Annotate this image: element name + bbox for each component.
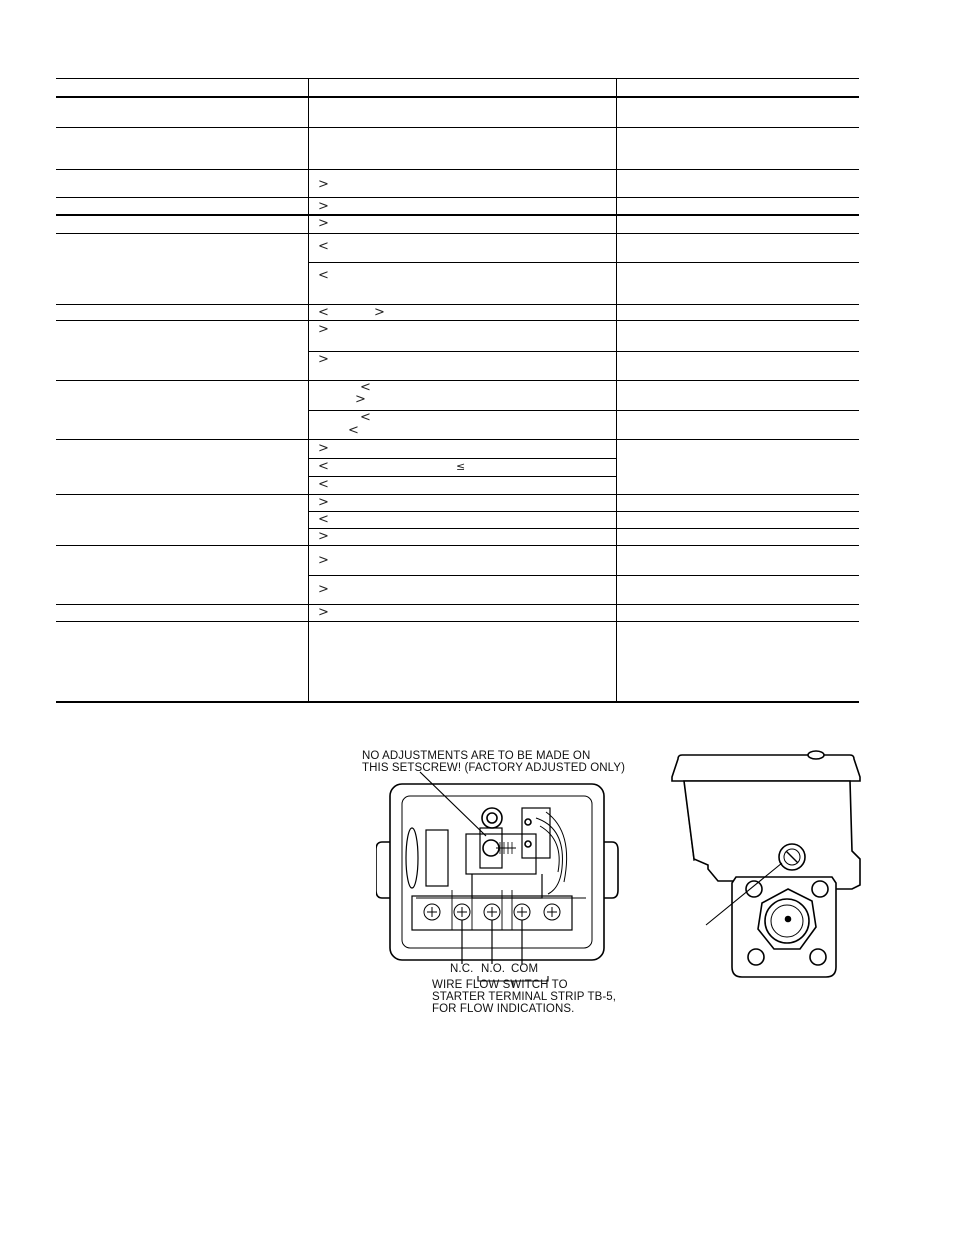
table-rule — [56, 494, 859, 495]
greater-than-symbol: > — [318, 199, 329, 214]
setscrew-note-line2: THIS SETSCREW! (FACTORY ADJUSTED ONLY) — [362, 762, 626, 774]
wire-note-line3: FOR FLOW INDICATIONS. — [432, 1003, 575, 1015]
table-rule — [56, 380, 859, 381]
greater-than-symbol: > — [318, 216, 329, 231]
table-rule — [308, 476, 616, 477]
table-rule — [56, 169, 859, 170]
table-rule — [308, 528, 859, 529]
greater-than-symbol: > — [318, 495, 329, 510]
table-rule — [56, 320, 859, 321]
table-rule — [56, 621, 859, 622]
less-than-symbol: < — [360, 380, 371, 395]
greater-than-symbol: > — [318, 529, 329, 544]
table-rule — [308, 458, 616, 459]
table-rule — [308, 351, 859, 352]
less-than-symbol: < — [318, 459, 329, 474]
table-rule — [56, 304, 859, 305]
flow-switch-exterior-drawing — [670, 745, 870, 995]
setscrew-leader-line — [400, 770, 520, 850]
less-than-symbol: < — [348, 423, 359, 438]
less-than-symbol: < — [318, 239, 329, 254]
terminal-label-nc: N.C. — [450, 963, 474, 975]
terminal-label-no: N.O. — [481, 963, 506, 975]
table-column-divider — [308, 78, 309, 702]
less-than-symbol: < — [360, 410, 371, 425]
table-rule — [308, 262, 859, 263]
less-than-symbol: < — [318, 512, 329, 527]
greater-than-symbol: > — [355, 392, 366, 407]
greater-than-symbol: > — [318, 582, 329, 597]
table-rule — [56, 78, 859, 79]
wire-note-line2: STARTER TERMINAL STRIP TB-5, — [432, 991, 617, 1003]
table-rule — [56, 96, 859, 98]
less-than-symbol: < — [318, 477, 329, 492]
table-rule — [56, 127, 859, 128]
wire-note-line1: WIRE FLOW SWITCH TO — [432, 979, 568, 991]
less-than-symbol: < — [318, 305, 329, 320]
setscrew-note-line1: NO ADJUSTMENTS ARE TO BE MADE ON — [362, 750, 591, 762]
less-or-equal-symbol: ≤ — [456, 460, 466, 473]
greater-than-symbol: > — [318, 177, 329, 192]
table-rule — [56, 233, 859, 234]
table-rule — [308, 575, 859, 576]
less-than-symbol: < — [318, 268, 329, 283]
terminal-label-com: COM — [511, 963, 539, 975]
table-rule — [308, 511, 859, 512]
table-rule — [56, 439, 859, 440]
table-rule — [56, 545, 859, 546]
table-rule — [56, 197, 859, 198]
table-rule — [308, 410, 859, 411]
greater-than-symbol: > — [318, 322, 329, 337]
greater-than-symbol: > — [374, 305, 385, 320]
greater-than-symbol: > — [318, 352, 329, 367]
table-rule — [56, 604, 859, 605]
greater-than-symbol: > — [318, 605, 329, 620]
table-column-divider — [616, 78, 617, 702]
greater-than-symbol: > — [318, 553, 329, 568]
table-rule — [56, 701, 859, 703]
greater-than-symbol: > — [318, 441, 329, 456]
table-rule — [56, 214, 859, 216]
